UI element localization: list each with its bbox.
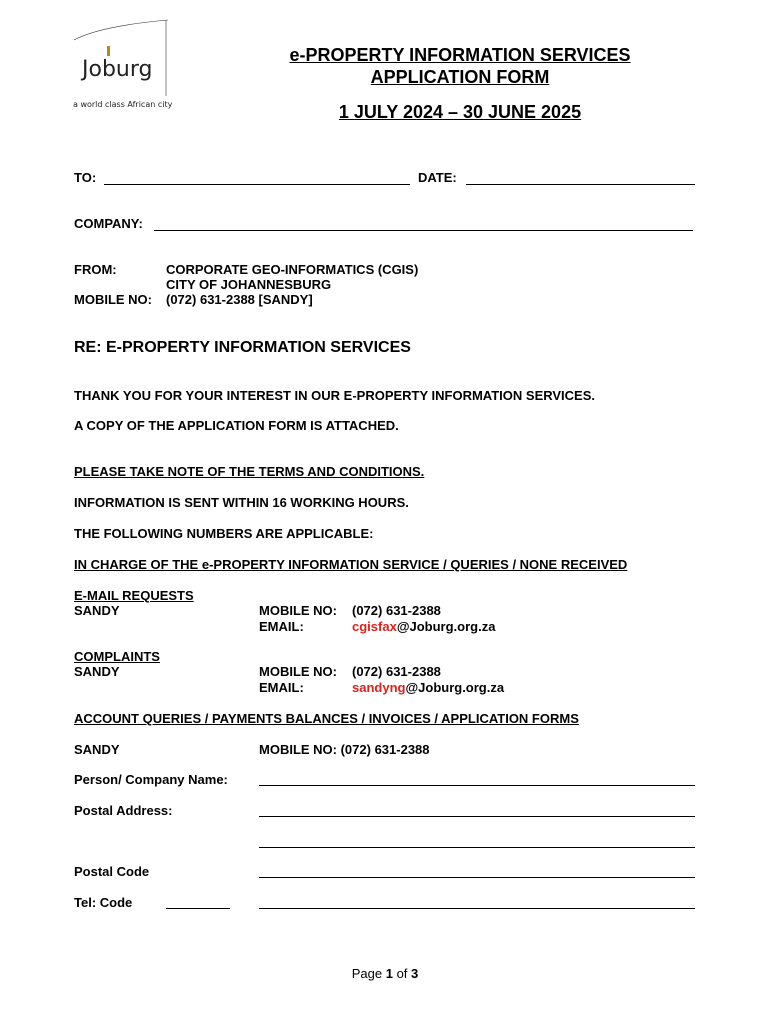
re-heading: RE: E-PROPERTY INFORMATION SERVICES bbox=[74, 339, 411, 356]
form-title-line1: e-PROPERTY INFORMATION SERVICES bbox=[289, 45, 631, 65]
complaints-email[interactable] bbox=[352, 680, 504, 695]
copy-attached-text: A COPY OF THE APPLICATION FORM IS ATTACHED. bbox=[74, 418, 399, 433]
complaints-mobile: (072) 631-2388 bbox=[352, 664, 441, 679]
terms-heading: PLEASE TAKE NOTE OF THE TERMS AND CONDITIONS. bbox=[74, 464, 425, 479]
sent-within-text: INFORMATION IS SENT WITHIN 16 WORKING HOURS. bbox=[74, 495, 409, 510]
to-label: TO: bbox=[74, 170, 97, 185]
postal-code-label: Postal Code bbox=[74, 864, 150, 879]
email-user: cgisfax bbox=[352, 619, 397, 634]
complaints-email-user: sandyng bbox=[352, 680, 406, 695]
thanks-text: THANK YOU FOR YOUR INTEREST IN OUR E-PROPERTY INFORMATION SERVICES. bbox=[74, 388, 596, 403]
logo-wordmark: Joburg bbox=[82, 57, 153, 82]
tel-code-label: Tel: Code bbox=[74, 895, 133, 910]
complaints-heading: COMPLAINTS bbox=[74, 649, 160, 664]
email-requests-mobile: (072) 631-2388 bbox=[352, 603, 441, 618]
email-requests-heading: E-MAIL REQUESTS bbox=[74, 588, 194, 603]
postal-address-field-1[interactable] bbox=[259, 816, 695, 817]
page-total: 3 bbox=[411, 966, 419, 981]
person-company-label: Person/ Company Name: bbox=[74, 772, 228, 787]
email-domain: @Joburg.org.za bbox=[396, 619, 496, 634]
page-footer bbox=[0, 966, 770, 981]
postal-address-field-2[interactable] bbox=[259, 847, 695, 848]
to-field[interactable] bbox=[104, 184, 410, 185]
from-line1: CORPORATE GEO-INFORMATICS (CGIS) bbox=[166, 262, 419, 277]
complaints-name: SANDY bbox=[74, 664, 120, 679]
in-charge-heading: IN CHARGE OF THE e-PROPERTY INFORMATION SERVICE / QUERIES / NONE RECEIVED bbox=[74, 557, 628, 572]
complaints-email-label: EMAIL: bbox=[259, 680, 304, 695]
account-heading: ACCOUNT QUERIES / PAYMENTS BALANCES / INVOICES / APPLICATION FORMS bbox=[74, 711, 579, 726]
email-requests-email-label: EMAIL: bbox=[259, 619, 304, 634]
email-requests-email[interactable] bbox=[352, 619, 495, 634]
from-mobile-value: (072) 631-2388 [SANDY] bbox=[166, 292, 313, 307]
form-title-line2: APPLICATION FORM bbox=[370, 67, 550, 87]
email-requests-mobile-label: MOBILE NO: bbox=[259, 603, 337, 618]
from-line2: CITY OF JOHANNESBURG bbox=[166, 277, 332, 292]
postal-address-label: Postal Address: bbox=[74, 803, 173, 818]
company-field[interactable] bbox=[154, 230, 693, 231]
date-label: DATE: bbox=[418, 170, 457, 185]
date-field[interactable] bbox=[466, 184, 695, 185]
numbers-applicable-text: THE FOLLOWING NUMBERS ARE APPLICABLE: bbox=[74, 526, 374, 541]
email-requests-name: SANDY bbox=[74, 603, 120, 618]
form-period: 1 JULY 2024 – 30 JUNE 2025 bbox=[338, 102, 582, 122]
joburg-logo bbox=[60, 18, 180, 113]
person-company-field[interactable] bbox=[259, 785, 695, 786]
tel-code-field[interactable] bbox=[166, 908, 230, 909]
complaints-email-domain: @Joburg.org.za bbox=[405, 680, 505, 695]
page-number: 1 bbox=[385, 966, 393, 981]
page-of: of bbox=[392, 966, 412, 981]
complaints-mobile-label: MOBILE NO: bbox=[259, 664, 337, 679]
logo-tagline: a world class African city bbox=[73, 100, 173, 109]
account-name: SANDY bbox=[74, 742, 120, 757]
company-label: COMPANY: bbox=[74, 216, 143, 231]
from-mobile-label: MOBILE NO: bbox=[74, 292, 152, 307]
page-prefix: Page bbox=[351, 966, 386, 981]
account-mobile: MOBILE NO: (072) 631-2388 bbox=[259, 742, 430, 757]
postal-code-field[interactable] bbox=[259, 877, 695, 878]
tel-number-field[interactable] bbox=[259, 908, 695, 909]
from-label: FROM: bbox=[74, 262, 117, 277]
